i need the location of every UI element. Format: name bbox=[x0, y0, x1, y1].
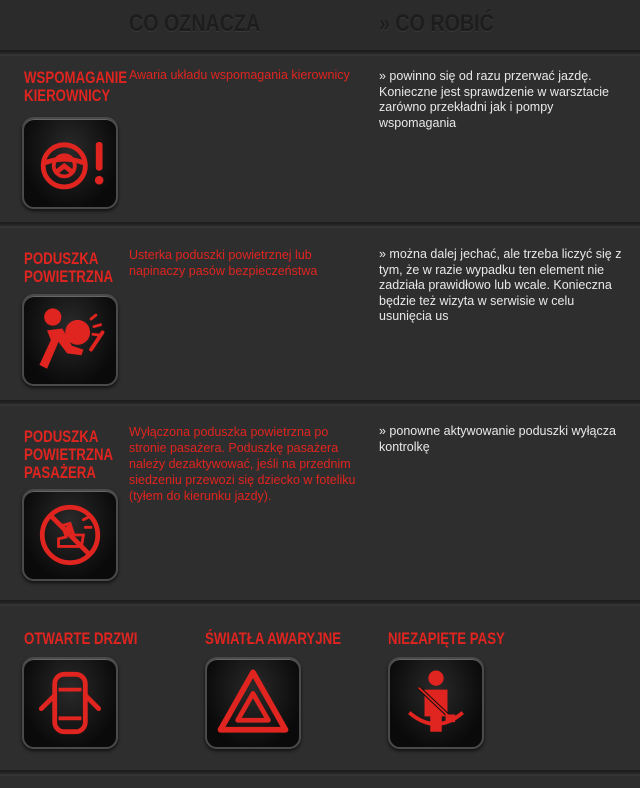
divider bbox=[0, 50, 640, 56]
row-title-airbag: PODUSZKA POWIETRZNA bbox=[24, 249, 114, 286]
steering-warning-icon bbox=[22, 117, 118, 209]
divider bbox=[0, 770, 640, 776]
row-desc-airbag: Usterka poduszki powietrznej lub napinaczy pasów bezpieczeństwa bbox=[129, 248, 318, 278]
divider bbox=[0, 600, 640, 606]
divider bbox=[0, 222, 640, 228]
row-title-passenger-airbag: PODUSZKA POWIETRZNA PASAŻERA bbox=[24, 427, 114, 482]
header bbox=[0, 0, 640, 50]
title-open-doors: OTWARTE DRZWI bbox=[24, 629, 138, 648]
column-heading-action: » CO ROBIĆ bbox=[379, 10, 494, 37]
passenger-airbag-off-icon bbox=[22, 489, 118, 581]
hazard-lights-icon bbox=[205, 657, 301, 749]
title-seatbelt: NIEZAPIĘTE PASY bbox=[388, 629, 505, 648]
seatbelt-icon bbox=[388, 657, 484, 749]
airbag-icon bbox=[22, 294, 118, 386]
column-heading-meaning: CO OZNACZA bbox=[129, 10, 261, 37]
row-desc-passenger-airbag: Wyłączona poduszka powietrzna po stronie pasażera. Poduszkę pasażera należy dezaktywować, jeśli na przednim siedzeniu przewozi się dziecko w foteliku (tyłem do kierunku jazdy). bbox=[129, 425, 356, 503]
row-todo-passenger-airbag: » ponowne aktywowanie poduszki wyłącza kontrolkę bbox=[379, 424, 616, 454]
row-desc-steering: Awaria układu wspomagania kierownicy bbox=[129, 68, 350, 82]
title-hazard-lights: ŚWIATŁA AWARYJNE bbox=[205, 629, 342, 648]
row-todo-steering: » powinno się od razu przerwać jazdę. Konieczne jest sprawdzenie w warsztacie zarówno przekładni jak i pompy wspomagania bbox=[379, 69, 609, 130]
row-todo-airbag: » można dalej jechać, ale trzeba liczyć się z tym, że w razie wypadku ten element nie zadziała prawidłowo lub wcale. Konieczna będzie też wizyta w serwisie w celu usunięcia us bbox=[379, 247, 622, 323]
divider bbox=[0, 400, 640, 406]
row-title-steering: WSPOMAGANIE KIEROWNICY bbox=[24, 68, 128, 105]
open-doors-icon bbox=[22, 657, 118, 749]
